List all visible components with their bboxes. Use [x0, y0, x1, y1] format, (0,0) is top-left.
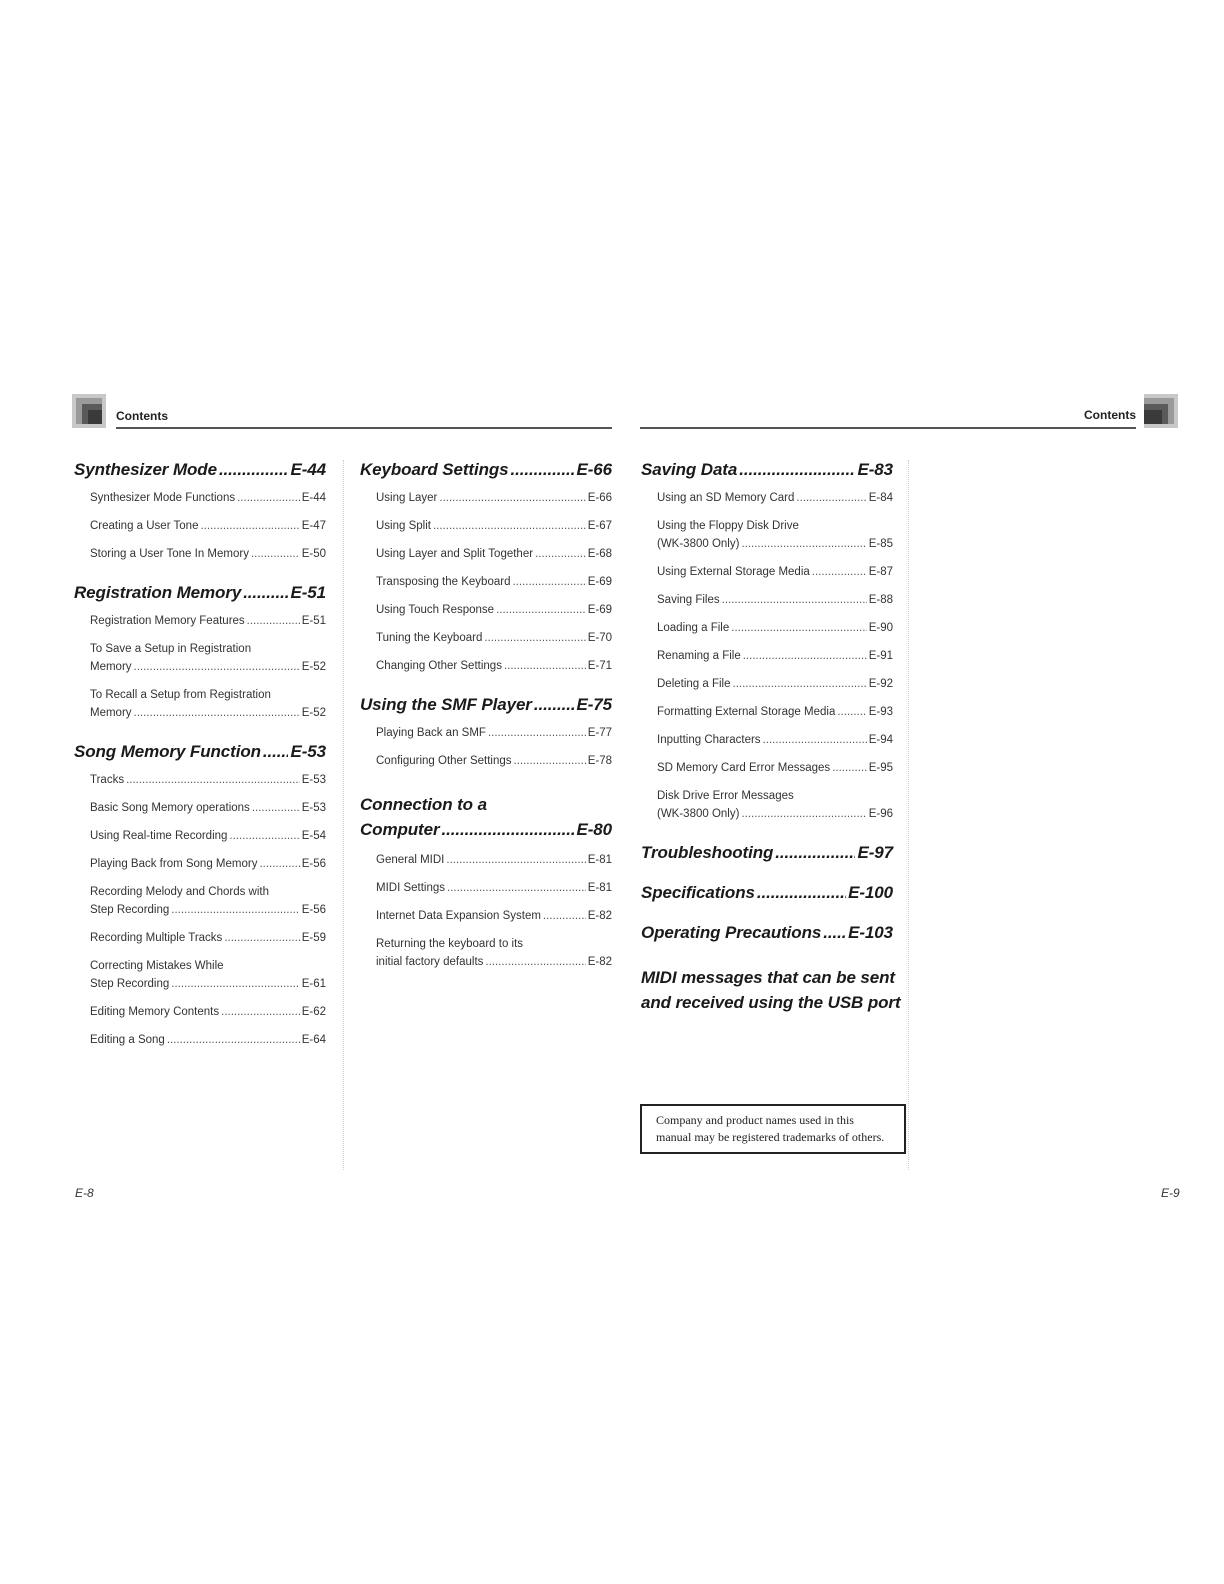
section-title: Keyboard Settings [360, 460, 509, 479]
entry-title: Using Layer and Split Together [376, 548, 534, 560]
entry-page: E-92 [868, 678, 893, 690]
toc-entry [90, 686, 326, 722]
entry-page: E-95 [868, 762, 893, 774]
entry-title: Playing Back from Song Memory [90, 858, 258, 870]
section-page: E-66 [576, 460, 612, 479]
section-heading [641, 843, 893, 863]
dot-leader [543, 907, 586, 925]
entry-title: Editing a Song [90, 1034, 165, 1046]
toc-entry [657, 591, 893, 609]
dot-leader [739, 460, 855, 480]
entry-title: Using an SD Memory Card [657, 492, 795, 504]
section-page: E-51 [290, 583, 326, 602]
toc-entry [657, 647, 893, 665]
toc-entry [376, 601, 612, 619]
section-heading [360, 460, 612, 480]
toc-entry [376, 752, 612, 770]
dot-leader [823, 923, 846, 943]
entry-page: E-87 [868, 566, 893, 578]
entry-title: Step Recording [90, 978, 170, 990]
section-heading [641, 883, 893, 903]
dot-leader [259, 855, 299, 873]
entry-page: E-71 [587, 660, 612, 672]
entry-page: E-50 [301, 548, 326, 560]
dot-leader [514, 752, 586, 770]
dot-leader [733, 675, 867, 693]
entry-page: E-52 [301, 707, 326, 719]
entry-row [90, 545, 326, 563]
corner-tab-icon [1144, 394, 1178, 428]
toc-entry [90, 517, 326, 535]
entry-page: E-82 [587, 910, 612, 922]
toc-entry [90, 883, 326, 919]
dot-leader [446, 851, 585, 869]
entry-row [90, 827, 326, 845]
section-heading [360, 695, 612, 715]
toc-section [360, 460, 612, 675]
dot-leader [488, 724, 586, 742]
entry-row [376, 657, 612, 675]
page-number-right: E-9 [1161, 1186, 1180, 1200]
entry-page: E-56 [301, 858, 326, 870]
entry-title: (WK-3800 Only) [657, 808, 740, 820]
section-title: Connection to a [360, 795, 487, 814]
entry-row [90, 1031, 326, 1049]
entry-row [90, 658, 326, 676]
entry-title: Editing Memory Contents [90, 1006, 220, 1018]
entry-title: Using Touch Response [376, 604, 495, 616]
dot-leader [167, 1031, 300, 1049]
entry-title: initial factory defaults [376, 956, 484, 968]
entry-row [376, 629, 612, 647]
section-title: Saving Data [641, 460, 738, 479]
entry-page: E-84 [868, 492, 893, 504]
entry-page: E-93 [868, 706, 893, 718]
toc-entry [657, 759, 893, 777]
toc-column-1 [74, 460, 326, 1059]
section-heading [641, 965, 901, 1015]
entry-row [376, 752, 612, 770]
dot-leader [535, 545, 586, 563]
toc-section [641, 965, 901, 1015]
entry-row [90, 489, 326, 507]
section-title-cont: Computer [360, 820, 440, 839]
section-title: Specifications [641, 883, 755, 902]
section-title: Synthesizer Mode [74, 460, 217, 479]
toc-section [74, 742, 326, 1049]
toc-entry [376, 545, 612, 563]
toc-entry [657, 675, 893, 693]
entry-page: E-70 [587, 632, 612, 644]
entry-row [376, 724, 612, 742]
entry-title: Recording Multiple Tracks [90, 932, 223, 944]
column-divider [343, 460, 344, 1170]
entry-page: E-47 [301, 520, 326, 532]
entry-page: E-94 [868, 734, 893, 746]
entry-title: To Recall a Setup from Registration [90, 689, 271, 701]
column-divider [908, 460, 909, 1170]
dot-leader [252, 799, 300, 817]
entry-row [657, 619, 893, 637]
toc-entry-list [360, 851, 612, 971]
trademark-notice: Company and product names used in this manual may be registered trademarks of others. [640, 1104, 906, 1154]
entry-row [657, 647, 893, 665]
entry-row [657, 563, 893, 581]
entry-title: To Save a Setup in Registration [90, 643, 252, 655]
entry-page: E-88 [868, 594, 893, 606]
entry-row [657, 805, 893, 823]
section-heading [641, 923, 893, 943]
header-rule-left [116, 427, 612, 429]
entry-page: E-62 [301, 1006, 326, 1018]
toc-entry [376, 629, 612, 647]
entry-title: MIDI Settings [376, 882, 446, 894]
entry-title: Storing a User Tone In Memory [90, 548, 249, 560]
section-page: E-97 [857, 843, 893, 862]
toc-entry [90, 929, 326, 947]
entry-page: E-59 [301, 932, 326, 944]
page-number-left: E-8 [75, 1186, 94, 1200]
dot-leader [251, 545, 300, 563]
toc-section [360, 792, 612, 971]
toc-section [360, 695, 612, 770]
toc-entry-list [360, 724, 612, 770]
toc-entry [657, 563, 893, 581]
header-label-left: Contents [116, 409, 168, 423]
dot-leader [171, 901, 299, 919]
entry-page: E-68 [587, 548, 612, 560]
toc-entry [657, 517, 893, 553]
toc-entry [657, 619, 893, 637]
dot-leader [224, 929, 299, 947]
dot-leader [439, 489, 585, 507]
dot-leader [757, 883, 846, 903]
section-heading [74, 742, 326, 762]
dot-leader [447, 879, 586, 897]
entry-row [90, 799, 326, 817]
entry-row [657, 703, 893, 721]
entry-page: E-96 [868, 808, 893, 820]
entry-title: Step Recording [90, 904, 170, 916]
section-heading [74, 583, 326, 603]
entry-title: Recording Melody and Chords with [90, 886, 269, 898]
entry-page: E-53 [301, 802, 326, 814]
section-page: E-100 [848, 883, 893, 902]
entry-title: (WK-3800 Only) [657, 538, 740, 550]
toc-section [74, 460, 326, 563]
entry-page: E-78 [587, 755, 612, 767]
entry-row [90, 704, 326, 722]
section-title-line [641, 990, 901, 1015]
section-title-cont: and received using the USB port [641, 993, 901, 1012]
entry-title: Using Layer [376, 492, 438, 504]
entry-title: Changing Other Settings [376, 660, 502, 672]
entry-title: Memory [90, 661, 132, 673]
toc-section [641, 843, 893, 863]
entry-row [376, 851, 612, 869]
section-title: Song Memory Function [74, 742, 261, 761]
entry-title: Using the Floppy Disk Drive [657, 520, 799, 532]
toc-entry [376, 489, 612, 507]
section-title: Using the SMF Player [360, 695, 532, 714]
entry-title: Formatting External Storage Media [657, 706, 836, 718]
entry-row [657, 731, 893, 749]
entry-row [376, 601, 612, 619]
entry-row [90, 517, 326, 535]
entry-page: E-67 [587, 520, 612, 532]
dot-leader [263, 742, 289, 762]
entry-title: Playing Back an SMF [376, 727, 486, 739]
toc-entry [657, 703, 893, 721]
entry-row [90, 1003, 326, 1021]
dot-leader [741, 805, 866, 823]
section-page: E-53 [290, 742, 326, 761]
entry-row [90, 901, 326, 919]
toc-column-2 [360, 460, 612, 981]
entry-page: E-52 [301, 661, 326, 673]
entry-title: Memory [90, 707, 132, 719]
section-page: E-83 [857, 460, 893, 479]
section-page: E-75 [576, 695, 612, 714]
entry-page: E-44 [301, 492, 326, 504]
entry-title: Tuning the Keyboard [376, 632, 483, 644]
dot-leader [484, 629, 585, 647]
header-rule-right [640, 427, 1136, 429]
entry-page: E-91 [868, 650, 893, 662]
toc-entry-list [360, 489, 612, 675]
toc-entry [90, 1003, 326, 1021]
entry-title: Registration Memory Features [90, 615, 245, 627]
dot-leader [219, 460, 289, 480]
entry-row [376, 517, 612, 535]
toc-entry [376, 907, 612, 925]
toc-entry-list [74, 771, 326, 1049]
entry-title: Tracks [90, 774, 125, 786]
toc-section [641, 883, 893, 903]
entry-title: Transposing the Keyboard [376, 576, 511, 588]
section-title: Troubleshooting [641, 843, 774, 862]
entry-title: Synthesizer Mode Functions [90, 492, 236, 504]
entry-page: E-77 [587, 727, 612, 739]
dot-leader [134, 658, 300, 676]
section-page: E-80 [576, 820, 612, 839]
section-title: MIDI messages that can be sent [641, 968, 895, 987]
entry-row [657, 675, 893, 693]
dot-leader [237, 489, 300, 507]
entry-page: E-81 [587, 882, 612, 894]
toc-section [641, 923, 893, 943]
dot-leader [722, 591, 867, 609]
entry-title: Internet Data Expansion System [376, 910, 541, 922]
dot-leader [743, 647, 867, 665]
toc-entry [90, 489, 326, 507]
toc-entry [376, 724, 612, 742]
toc-entry [657, 787, 893, 823]
toc-entry [90, 771, 326, 789]
dot-leader [512, 573, 585, 591]
dot-leader [171, 975, 299, 993]
toc-entry [90, 957, 326, 993]
section-title-line [360, 817, 612, 842]
toc-entry [90, 799, 326, 817]
dot-leader [796, 489, 866, 507]
entry-page: E-64 [301, 1034, 326, 1046]
entry-page: E-56 [301, 904, 326, 916]
entry-row [376, 953, 612, 971]
dot-leader [496, 601, 586, 619]
entry-title: Creating a User Tone [90, 520, 199, 532]
toc-entry-list [74, 489, 326, 563]
toc-entry [657, 731, 893, 749]
toc-column-3 [641, 460, 901, 1015]
toc-entry [90, 612, 326, 630]
entry-title: Saving Files [657, 594, 720, 606]
entry-page: E-69 [587, 576, 612, 588]
dot-leader [504, 657, 586, 675]
toc-entry [90, 827, 326, 845]
dot-leader [837, 703, 866, 721]
entry-title: Correcting Mistakes While [90, 960, 224, 972]
dot-leader [134, 704, 300, 722]
entry-title: Using Real-time Recording [90, 830, 228, 842]
entry-row [376, 489, 612, 507]
entry-row [90, 929, 326, 947]
entry-page: E-69 [587, 604, 612, 616]
entry-page: E-85 [868, 538, 893, 550]
entry-row [90, 771, 326, 789]
dot-leader [812, 563, 867, 581]
entry-page: E-90 [868, 622, 893, 634]
section-heading [74, 460, 326, 480]
entry-row [657, 759, 893, 777]
section-page: E-44 [290, 460, 326, 479]
toc-entry [90, 545, 326, 563]
entry-row [657, 489, 893, 507]
toc-entry [376, 935, 612, 971]
dot-leader [775, 843, 855, 863]
toc-entry [376, 879, 612, 897]
entry-title: Loading a File [657, 622, 730, 634]
entry-title: Configuring Other Settings [376, 755, 512, 767]
dot-leader [485, 953, 585, 971]
entry-title: General MIDI [376, 854, 445, 866]
toc-entry [657, 489, 893, 507]
toc-entry [90, 640, 326, 676]
dot-leader [247, 612, 300, 630]
section-page: E-103 [848, 923, 893, 942]
dot-leader [433, 517, 586, 535]
entry-row [376, 879, 612, 897]
header-label-right: Contents [1084, 408, 1136, 422]
entry-title: Disk Drive Error Messages [657, 790, 794, 802]
dot-leader [731, 619, 866, 637]
toc-entry [376, 657, 612, 675]
section-title: Registration Memory [74, 583, 242, 602]
section-heading [360, 792, 612, 842]
entry-page: E-81 [587, 854, 612, 866]
toc-entry-list [74, 612, 326, 722]
dot-leader [741, 535, 866, 553]
section-heading [641, 460, 893, 480]
entry-row [376, 545, 612, 563]
dot-leader [200, 517, 299, 535]
entry-row [376, 573, 612, 591]
dot-leader [221, 1003, 300, 1021]
dot-leader [229, 827, 299, 845]
entry-title: Deleting a File [657, 678, 731, 690]
entry-page: E-54 [301, 830, 326, 842]
dot-leader [511, 460, 575, 480]
toc-entry [90, 1031, 326, 1049]
entry-title: SD Memory Card Error Messages [657, 762, 831, 774]
entry-row [657, 535, 893, 553]
dot-leader [534, 695, 575, 715]
entry-row [90, 975, 326, 993]
entry-page: E-51 [301, 615, 326, 627]
entry-title: Renaming a File [657, 650, 741, 662]
entry-row [90, 855, 326, 873]
toc-section [641, 460, 893, 823]
dot-leader [126, 771, 300, 789]
toc-entry-list [641, 489, 893, 823]
entry-title: Inputting Characters [657, 734, 761, 746]
dot-leader [441, 817, 574, 842]
corner-tab-icon [72, 394, 106, 428]
toc-entry [376, 851, 612, 869]
entry-row [90, 612, 326, 630]
entry-title: Using External Storage Media [657, 566, 810, 578]
dot-leader [243, 583, 288, 603]
dot-leader [832, 759, 867, 777]
entry-title: Using Split [376, 520, 431, 532]
entry-row [376, 907, 612, 925]
entry-row [657, 591, 893, 609]
dot-leader [763, 731, 867, 749]
entry-page: E-53 [301, 774, 326, 786]
toc-entry [376, 517, 612, 535]
entry-title: Basic Song Memory operations [90, 802, 250, 814]
toc-entry [90, 855, 326, 873]
section-title: Operating Precautions [641, 923, 822, 942]
entry-page: E-66 [587, 492, 612, 504]
toc-section [74, 583, 326, 722]
toc-entry [376, 573, 612, 591]
entry-page: E-82 [587, 956, 612, 968]
entry-page: E-61 [301, 978, 326, 990]
entry-title: Returning the keyboard to its [376, 938, 524, 950]
